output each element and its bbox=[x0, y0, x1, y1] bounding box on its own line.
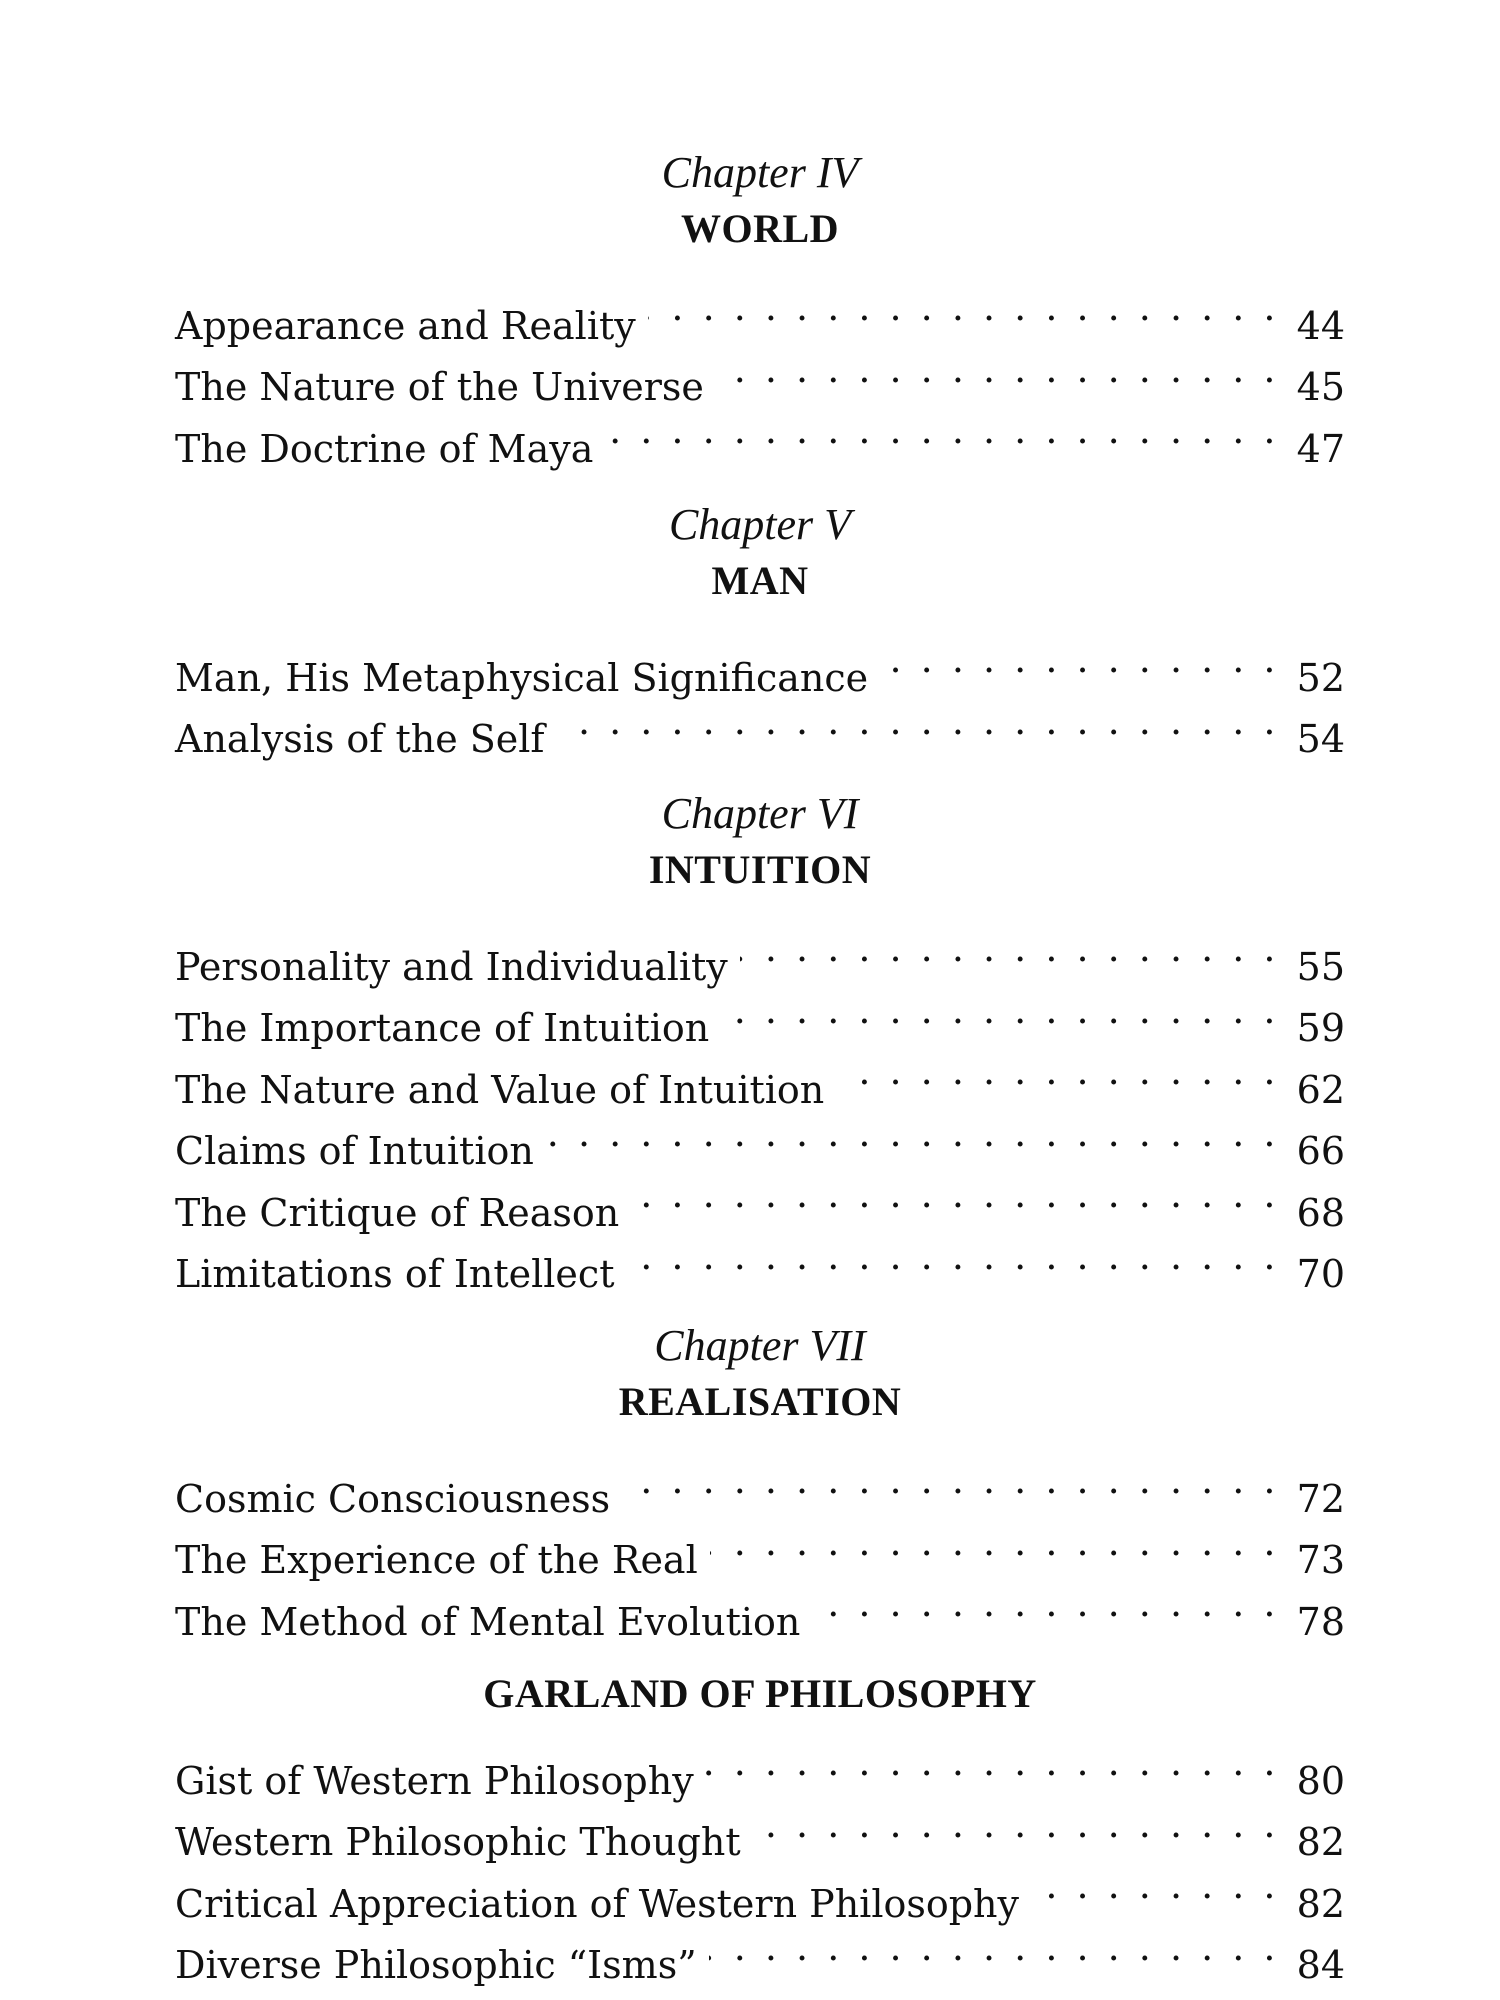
dot-leader bbox=[626, 1226, 1279, 1288]
toc-page-number: 82 bbox=[1296, 1820, 1345, 1864]
toc-entry-title: The Nature and Value of Intuition bbox=[175, 1067, 825, 1112]
chapter-label: Chapter VI bbox=[661, 789, 859, 838]
toc-entry[interactable] bbox=[175, 277, 1345, 348]
toc-entry-title: Analysis of the Self bbox=[175, 717, 545, 761]
toc-entries bbox=[175, 1732, 1345, 1987]
chapter-label: Chapter V bbox=[668, 500, 852, 549]
toc-page-number: 80 bbox=[1296, 1758, 1345, 1803]
toc-entry-title: The Nature of the Universe bbox=[175, 365, 704, 409]
toc-entry-title: The Critique of Reason bbox=[175, 1190, 620, 1235]
chapter-realisation bbox=[175, 1318, 1345, 1644]
toc-page-number: 70 bbox=[1296, 1252, 1345, 1296]
toc-page-number: 82 bbox=[1296, 1881, 1345, 1926]
toc-entry[interactable] bbox=[175, 918, 1345, 989]
toc-entry-title: Man, His Metaphysical Significance bbox=[175, 655, 869, 700]
chapter-world bbox=[175, 145, 1345, 471]
toc-entry[interactable] bbox=[175, 1450, 1345, 1521]
toc-entry-title: The Importance of Intuition bbox=[175, 1006, 710, 1050]
toc-entry-title: Appearance and Reality bbox=[175, 303, 636, 348]
chapter-label: Chapter VII bbox=[654, 1321, 866, 1370]
dot-leader bbox=[836, 1041, 1279, 1103]
toc-entries bbox=[175, 1450, 1345, 1644]
chapter-title: WORLD bbox=[680, 206, 840, 251]
toc-entry-title: Limitations of Intellect bbox=[175, 1252, 615, 1296]
dot-leader bbox=[812, 1573, 1279, 1635]
toc-entries bbox=[175, 629, 1345, 761]
toc-page-number: 47 bbox=[1296, 426, 1345, 471]
toc-page-number: 44 bbox=[1296, 303, 1345, 348]
dot-leader bbox=[710, 1512, 1279, 1574]
dot-leader bbox=[721, 980, 1279, 1042]
toc-entry-title: Critical Appreciation of Western Philosophy bbox=[175, 1881, 1019, 1926]
chapter-title: INTUITION bbox=[648, 847, 872, 892]
toc-entry-title: Gist of Western Philosophy bbox=[175, 1758, 694, 1803]
section-title: GARLAND OF PHILOSOPHY bbox=[483, 1671, 1037, 1716]
toc-page-number: 72 bbox=[1296, 1476, 1345, 1521]
dot-leader bbox=[622, 1450, 1279, 1512]
toc-entry-title: The Experience of the Real bbox=[175, 1538, 698, 1582]
toc-entries bbox=[175, 277, 1345, 471]
toc-page-number: 84 bbox=[1296, 1943, 1345, 1987]
toc-page-number: 52 bbox=[1296, 655, 1345, 700]
dot-leader bbox=[605, 400, 1279, 462]
dot-leader bbox=[709, 1917, 1279, 1979]
dot-leader bbox=[740, 918, 1279, 980]
dot-leader bbox=[631, 1164, 1279, 1226]
chapter-man bbox=[175, 497, 1345, 761]
toc-page-number: 54 bbox=[1296, 717, 1345, 761]
toc-entry-title: Claims of Intuition bbox=[175, 1129, 534, 1173]
toc-page-number: 45 bbox=[1296, 365, 1345, 409]
toc-page-number: 55 bbox=[1296, 944, 1345, 989]
dot-leader bbox=[706, 1732, 1279, 1794]
toc-entry[interactable] bbox=[175, 629, 1345, 700]
toc-page-number: 66 bbox=[1296, 1129, 1345, 1173]
toc-entry[interactable] bbox=[175, 1732, 1345, 1803]
chapter-title: REALISATION bbox=[618, 1379, 902, 1424]
toc-page-number: 59 bbox=[1296, 1006, 1345, 1050]
dot-leader bbox=[1031, 1855, 1279, 1917]
dot-leader bbox=[880, 629, 1279, 691]
toc-entry-title: The Doctrine of Maya bbox=[175, 426, 594, 471]
toc-page-number: 68 bbox=[1296, 1190, 1345, 1235]
chapter-title: MAN bbox=[711, 558, 809, 603]
toc-entry-title: Personality and Individuality bbox=[175, 944, 728, 989]
toc-page-number: 62 bbox=[1296, 1067, 1345, 1112]
chapter-intuition bbox=[175, 786, 1345, 1296]
chapter-label: Chapter IV bbox=[661, 148, 859, 197]
toc-entries bbox=[175, 918, 1345, 1296]
toc-page-number: 73 bbox=[1296, 1538, 1345, 1582]
dot-leader bbox=[546, 1103, 1279, 1165]
dot-leader bbox=[753, 1794, 1279, 1856]
dot-leader bbox=[716, 339, 1279, 401]
dot-leader bbox=[648, 277, 1279, 339]
toc-entry-title: Cosmic Consciousness bbox=[175, 1476, 611, 1521]
toc-entry-title: Diverse Philosophic “Isms” bbox=[175, 1943, 697, 1987]
toc-entry-title: Western Philosophic Thought bbox=[175, 1820, 741, 1864]
section-garland-of-philosophy bbox=[175, 1666, 1345, 1987]
toc-page-number: 78 bbox=[1296, 1599, 1345, 1644]
toc-entry-title: The Method of Mental Evolution bbox=[175, 1599, 801, 1644]
dot-leader bbox=[557, 691, 1280, 753]
